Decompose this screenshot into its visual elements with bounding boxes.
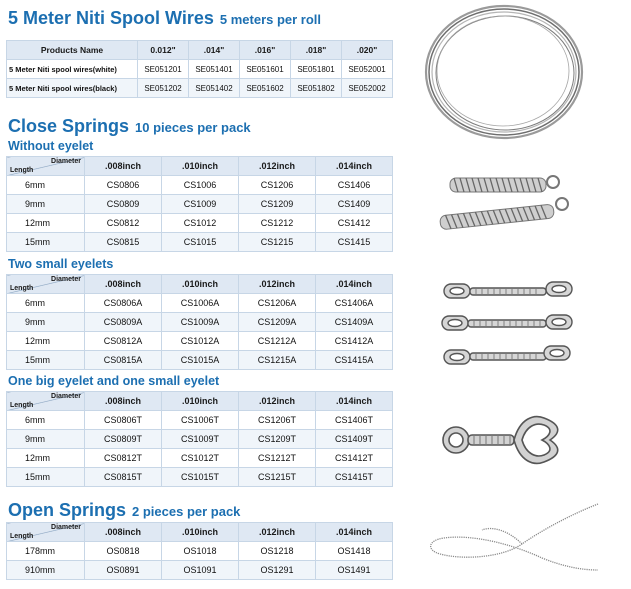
close-spring-big-small-eyelet-image — [438, 410, 566, 470]
code-cell: CS1012A — [162, 332, 239, 351]
code-cell: CS1212A — [239, 332, 316, 351]
group-label-without-eyelet: Without eyelet — [8, 139, 94, 153]
code-cell: CS1409A — [316, 313, 393, 332]
diameter-header: .014inch — [316, 157, 393, 176]
spool-col-header: .016" — [240, 41, 291, 60]
code-cell: CS0809T — [85, 430, 162, 449]
header-row — [7, 523, 393, 542]
diameter-header: .010inch — [162, 275, 239, 294]
diameter-header: .014inch — [316, 523, 393, 542]
diameter-header: .012inch — [239, 275, 316, 294]
code-cell: OS1018 — [162, 542, 239, 561]
code-cell: CS1406T — [316, 411, 393, 430]
code-cell: CS1406 — [316, 176, 393, 195]
length-cell: 12mm — [7, 214, 85, 233]
spool-col-header: .014" — [189, 41, 240, 60]
code-cell: CS0815A — [85, 351, 162, 370]
code-cell: CS0815T — [85, 468, 162, 487]
diameter-header: .012inch — [239, 157, 316, 176]
code-cell: CS1415 — [316, 233, 393, 252]
diameter-header: .014inch — [316, 392, 393, 411]
length-cell: 9mm — [7, 195, 85, 214]
code-cell: CS1009 — [162, 195, 239, 214]
diagonal-header-cell: Diameter Length — [7, 157, 85, 176]
code-cell: OS1218 — [239, 542, 316, 561]
close-springs-title: Close Springs 10 pieces per pack — [8, 116, 251, 136]
product-code-cell: SE051802 — [291, 79, 342, 98]
close-spring-no-eyelet-image — [436, 168, 576, 240]
table-row — [7, 195, 393, 214]
length-cell: 15mm — [7, 468, 85, 487]
length-cell: 9mm — [7, 313, 85, 332]
length-cell: 12mm — [7, 449, 85, 468]
diameter-header: .010inch — [162, 157, 239, 176]
table-row — [7, 561, 393, 580]
diagonal-header-cell: Diameter Length — [7, 275, 85, 294]
diameter-header: .014inch — [316, 275, 393, 294]
spool-section-title: 5 Meter Niti Spool Wires 5 meters per roll — [8, 8, 322, 28]
code-cell: CS1215T — [239, 468, 316, 487]
code-cell: CS1212T — [239, 449, 316, 468]
spool-col-header: Products Name — [7, 41, 138, 60]
code-cell: OS1418 — [316, 542, 393, 561]
diameter-header: .010inch — [162, 523, 239, 542]
code-cell: CS0815 — [85, 233, 162, 252]
code-cell: CS1206T — [239, 411, 316, 430]
open-spring-image — [422, 500, 602, 586]
code-cell: CS1412 — [316, 214, 393, 233]
code-cell: CS1206A — [239, 294, 316, 313]
table-row — [7, 430, 393, 449]
table-row — [7, 313, 393, 332]
header-row — [7, 275, 393, 294]
code-cell: CS1006T — [162, 411, 239, 430]
table-row — [7, 332, 393, 351]
table-row — [7, 214, 393, 233]
code-cell: CS1215A — [239, 351, 316, 370]
table-row — [7, 411, 393, 430]
close-springs-table-two-eyelets — [6, 274, 393, 370]
spool-table — [6, 40, 393, 98]
header-row — [7, 157, 393, 176]
code-cell: CS1209 — [239, 195, 316, 214]
close-spring-two-eyelets-image — [438, 280, 578, 372]
code-cell: CS0812T — [85, 449, 162, 468]
code-cell: CS1209T — [239, 430, 316, 449]
table-row — [7, 79, 393, 98]
group-label-big-small-eyelet: One big eyelet and one small eyelet — [8, 374, 220, 388]
code-cell: CS1215 — [239, 233, 316, 252]
spool-col-header: .018" — [291, 41, 342, 60]
table-row — [7, 449, 393, 468]
open-springs-table — [6, 522, 393, 580]
diameter-header: .008inch — [85, 157, 162, 176]
product-name-cell: 5 Meter Niti spool wires(white) — [7, 60, 138, 79]
diameter-header: .008inch — [85, 275, 162, 294]
code-cell: OS1491 — [316, 561, 393, 580]
group-label-two-small-eyelets: Two small eyelets — [8, 257, 114, 271]
code-cell: CS0812A — [85, 332, 162, 351]
code-cell: CS1015A — [162, 351, 239, 370]
diameter-header: .012inch — [239, 392, 316, 411]
product-code-cell: SE051202 — [138, 79, 189, 98]
diameter-header: .008inch — [85, 392, 162, 411]
length-cell: 6mm — [7, 294, 85, 313]
code-cell: CS0806T — [85, 411, 162, 430]
length-cell: 15mm — [7, 351, 85, 370]
code-cell: OS1291 — [239, 561, 316, 580]
code-cell: CS1406A — [316, 294, 393, 313]
code-cell: CS1006 — [162, 176, 239, 195]
spool-col-header: 0.012" — [138, 41, 189, 60]
length-cell: 910mm — [7, 561, 85, 580]
code-cell: CS0809A — [85, 313, 162, 332]
code-cell: CS1006A — [162, 294, 239, 313]
product-code-cell: SE051601 — [240, 60, 291, 79]
length-cell: 178mm — [7, 542, 85, 561]
product-code-cell: SE052001 — [342, 60, 393, 79]
table-row — [7, 294, 393, 313]
length-cell: 15mm — [7, 233, 85, 252]
diameter-header: .012inch — [239, 523, 316, 542]
code-cell: CS1415A — [316, 351, 393, 370]
open-springs-title: Open Springs 2 pieces per pack — [8, 500, 241, 520]
length-cell: 6mm — [7, 411, 85, 430]
code-cell: CS1009T — [162, 430, 239, 449]
product-code-cell: SE052002 — [342, 79, 393, 98]
table-row — [7, 351, 393, 370]
code-cell: OS0818 — [85, 542, 162, 561]
code-cell: CS1209A — [239, 313, 316, 332]
code-cell: CS1412T — [316, 449, 393, 468]
code-cell: CS1012 — [162, 214, 239, 233]
diagonal-header-cell: Diameter Length — [7, 523, 85, 542]
length-cell: 6mm — [7, 176, 85, 195]
code-cell: CS1015T — [162, 468, 239, 487]
code-cell: CS1012T — [162, 449, 239, 468]
product-code-cell: SE051402 — [189, 79, 240, 98]
code-cell: OS0891 — [85, 561, 162, 580]
table-row — [7, 176, 393, 195]
code-cell: CS1009A — [162, 313, 239, 332]
code-cell: CS1412A — [316, 332, 393, 351]
header-row — [7, 392, 393, 411]
code-cell: CS0806A — [85, 294, 162, 313]
table-row — [7, 233, 393, 252]
code-cell: CS0812 — [85, 214, 162, 233]
product-code-cell: SE051401 — [189, 60, 240, 79]
spool-col-header: .020" — [342, 41, 393, 60]
diameter-header: .010inch — [162, 392, 239, 411]
wire-spool-image — [418, 2, 588, 144]
code-cell: CS0806 — [85, 176, 162, 195]
table-row — [7, 468, 393, 487]
spool-header-row — [7, 41, 393, 60]
product-code-cell: SE051201 — [138, 60, 189, 79]
code-cell: CS1415T — [316, 468, 393, 487]
code-cell: CS1409T — [316, 430, 393, 449]
product-name-cell: 5 Meter Niti spool wires(black) — [7, 79, 138, 98]
diameter-header: .008inch — [85, 523, 162, 542]
close-springs-table-big-small-eyelet — [6, 391, 393, 487]
product-code-cell: SE051801 — [291, 60, 342, 79]
code-cell: OS1091 — [162, 561, 239, 580]
product-code-cell: SE051602 — [240, 79, 291, 98]
length-cell: 12mm — [7, 332, 85, 351]
code-cell: CS1206 — [239, 176, 316, 195]
length-cell: 9mm — [7, 430, 85, 449]
table-row — [7, 542, 393, 561]
code-cell: CS0809 — [85, 195, 162, 214]
code-cell: CS1015 — [162, 233, 239, 252]
table-row — [7, 60, 393, 79]
code-cell: CS1409 — [316, 195, 393, 214]
diagonal-header-cell: Diameter Length — [7, 392, 85, 411]
close-springs-table-without-eyelet — [6, 156, 393, 252]
code-cell: CS1212 — [239, 214, 316, 233]
